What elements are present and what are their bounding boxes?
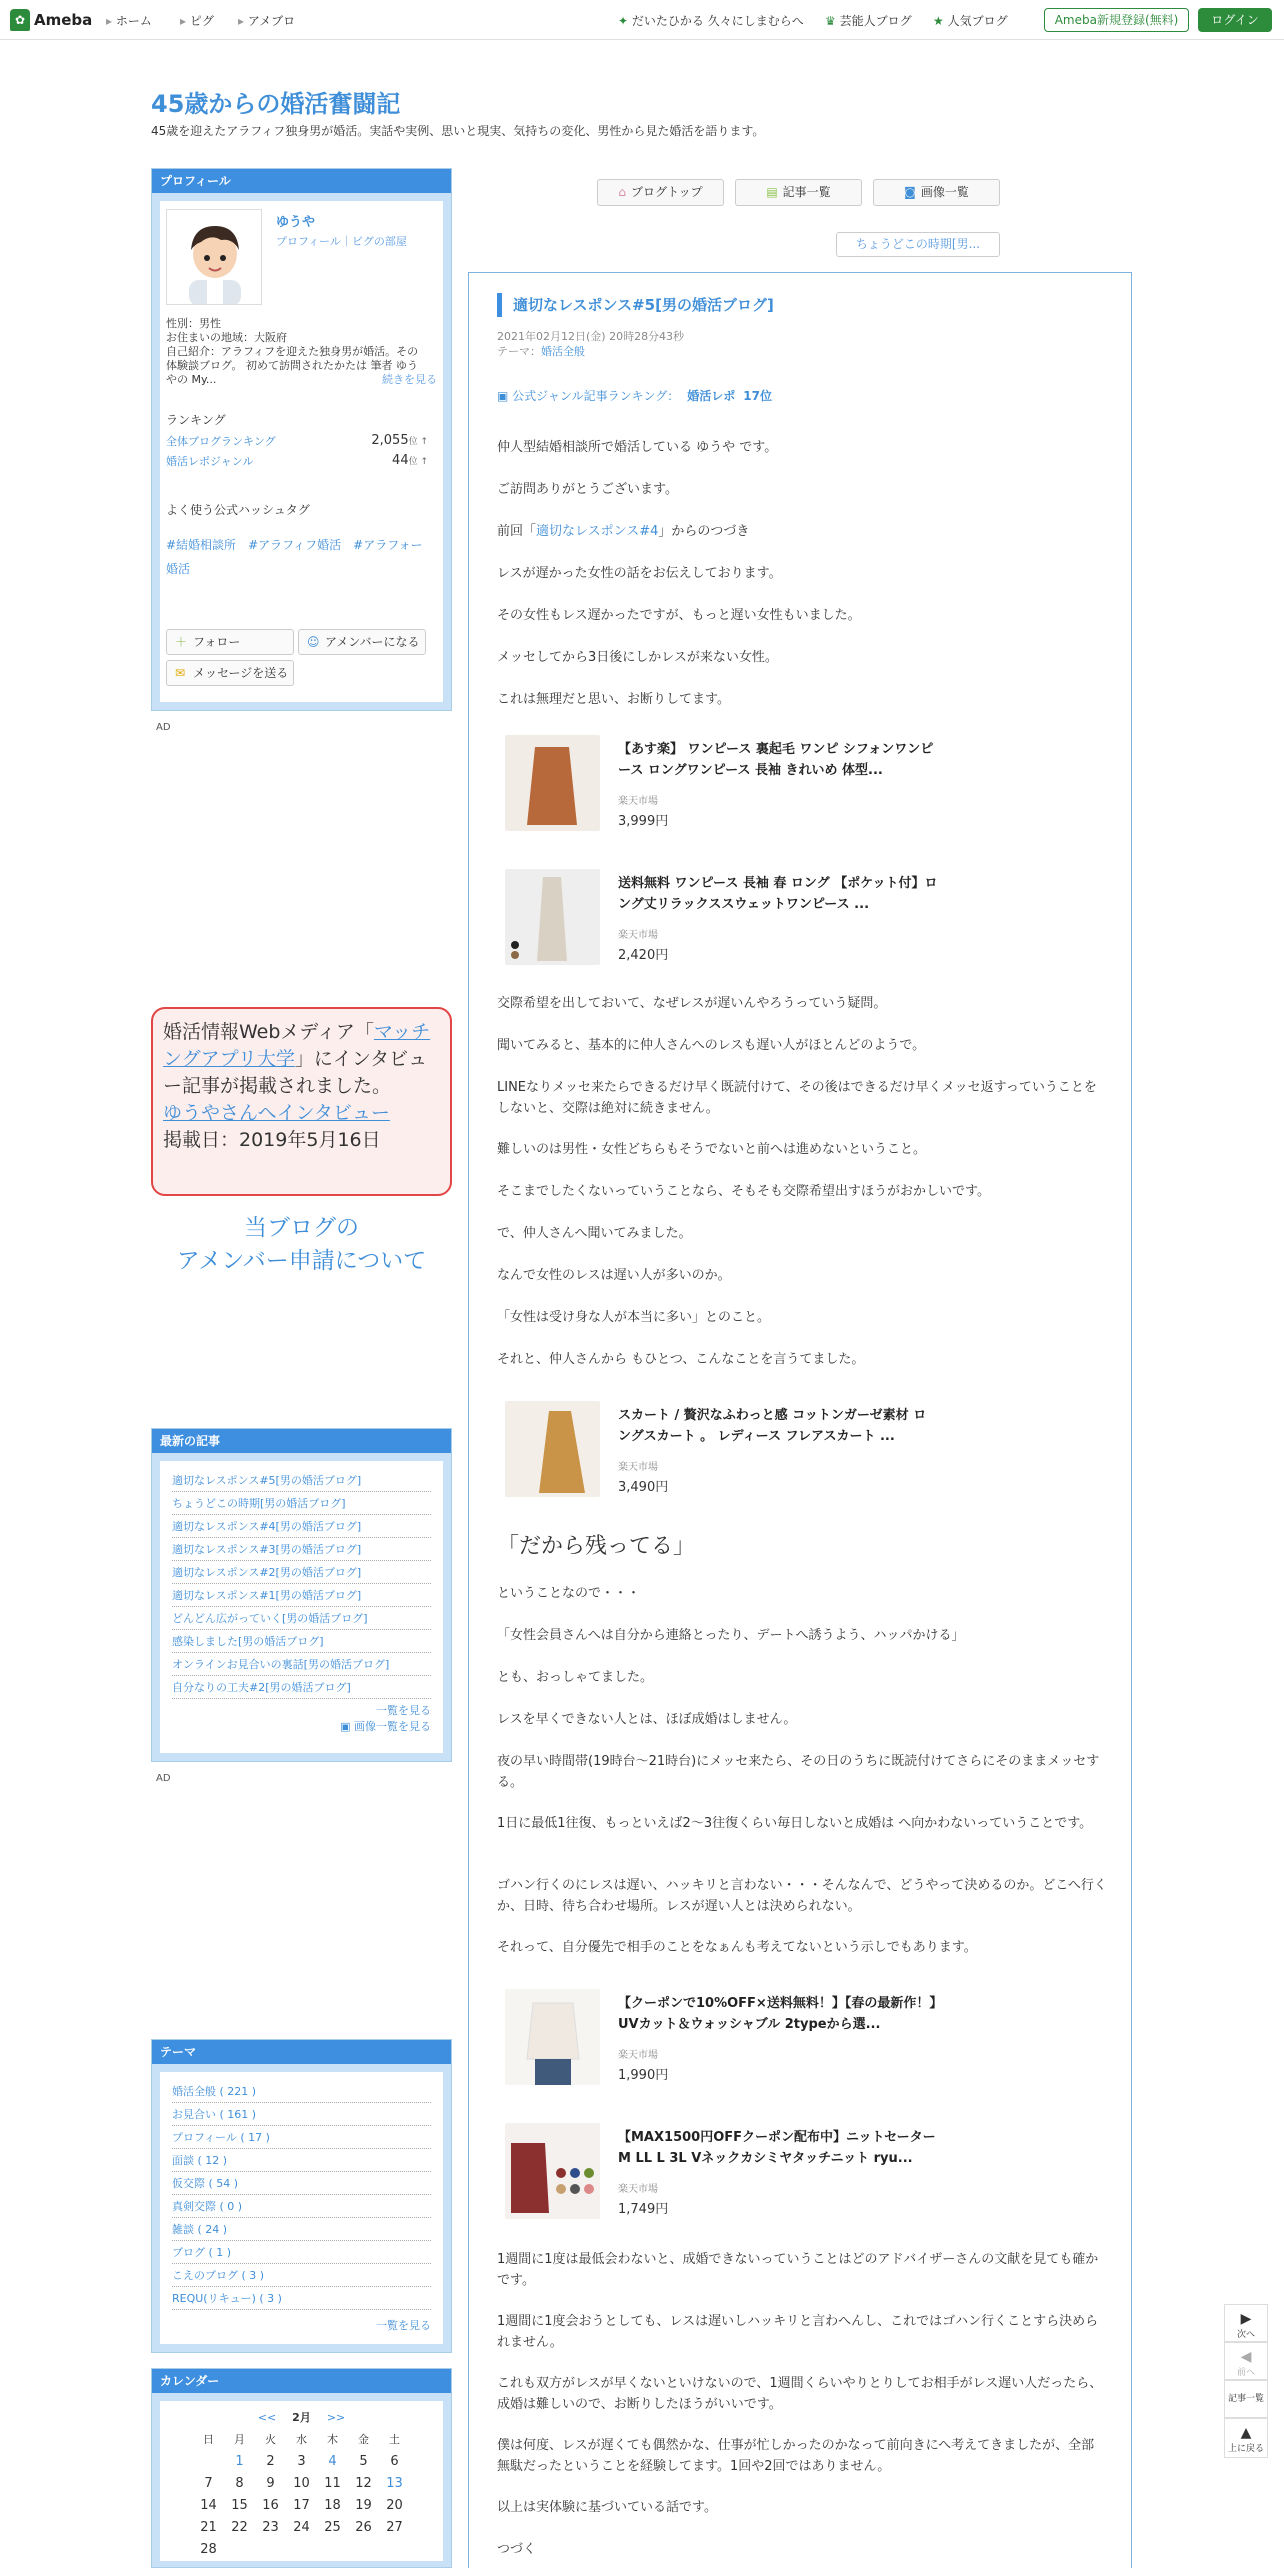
paragraph: 「女性は受け身な人が本当に多い」とのこと。 [497, 1310, 771, 1325]
calendar-day [348, 2539, 379, 2561]
calendar-day: 3 [297, 2454, 306, 2469]
calendar-next-month[interactable]: >> [326, 2411, 346, 2424]
paragraph: ということなので・・・ [497, 1586, 641, 1601]
profile-inner [160, 201, 443, 702]
calendar-day: 14 [200, 2498, 217, 2513]
blog-title[interactable]: 45歳からの婚活奮闘記 [151, 90, 401, 118]
member-icon: ☺ [307, 635, 320, 649]
latest-inner [160, 1461, 443, 1753]
interview-link[interactable]: ゆうやさんへインタビュー [163, 1102, 390, 1124]
calendar-day: 18 [324, 2498, 341, 2513]
up-arrow-icon: ▲ [1240, 2425, 1252, 2441]
paragraph: それと、仲人さんから もひとつ、こんなことを言うてました。 [497, 1352, 865, 1367]
ranking-label[interactable]: 全体ブログランキング [166, 435, 276, 448]
paragraph: レスを早くできない人とは、ほぼ成婚はしません。 [497, 1712, 797, 1727]
paragraph: 夜の早い時間帯(19時台～21時台)にメッセ来たら、その日のうちに既読付けてさらにそのままメッセする。 [497, 1754, 1100, 1790]
calendar-day [317, 2539, 348, 2561]
latest-entry-link[interactable]: 適切なレスポンス#4[男の婚活ブログ] [172, 1515, 431, 1538]
product-image [505, 735, 600, 831]
hashtag[interactable]: #結婚相談所 [166, 538, 237, 552]
emphasis-quote: 「だから残ってる」 [497, 1534, 696, 1559]
entry-theme-link[interactable]: 婚活全般 [541, 345, 585, 358]
product-shop: 楽天市場 [618, 2184, 658, 2195]
calendar-day-link[interactable]: 4 [328, 2454, 337, 2469]
product-price: 3,999円 [618, 814, 669, 829]
latest-entry-link[interactable]: 適切なレスポンス#1[男の婚活ブログ] [172, 1584, 431, 1607]
calendar-day: 21 [200, 2520, 217, 2535]
calendar-day-link[interactable]: 13 [386, 2476, 403, 2491]
product-title: スカート / 贅沢なふわっと感 コットンガーゼ素材 ロングスカート 。 レディース フレアスカート ... [618, 1408, 927, 1444]
calendar-day: 28 [200, 2542, 217, 2557]
theme-box [151, 2039, 452, 2353]
paragraph: とも、おっしゃてました。 [497, 1670, 654, 1685]
calendar-heading: カレンダー [152, 2369, 451, 2393]
product-title: 【クーポンで10%OFF×送料無料！】【春の最新作！】UVカット＆ウォッシャブル 2typeから選... [618, 1996, 936, 2032]
calendar-week [172, 2473, 431, 2495]
ameba-logo[interactable] [10, 8, 92, 32]
hashtag[interactable]: #アラフィフ婚活 [248, 538, 342, 552]
paragraph: 聞いてみると、基本的に仲人さんへのレスも遅い人がほとんどのようで。 [497, 1038, 926, 1053]
paragraph: それって、自分優先で相手のことをなぁんも考えてないという示しでもあります。 [497, 1940, 977, 1955]
calendar-day: 20 [386, 2498, 403, 2513]
celebrity-blog-link[interactable]: ♛ 芸能人ブログ [825, 14, 912, 28]
calendar-week [172, 2451, 431, 2473]
profile-more-link[interactable]: 続きを見る [382, 373, 437, 386]
paragraph: ゴハン行くのにレスは遅い、ハッキリと言わない・・・そんなんで、どうやって決めるのか。どこへ行くか、日時、待ち合わせ場所。レスが遅い人とは決められない。 [497, 1878, 1107, 1914]
paragraph: そこまでしたくないっていうことなら、そもそも交際希望出すほうがおかしいです。 [497, 1184, 990, 1199]
register-button[interactable]: Ameba新規登録(無料) [1044, 8, 1189, 32]
calendar-day: 7 [204, 2476, 213, 2491]
calendar-day: 17 [293, 2498, 310, 2513]
weekday: 土 [389, 2433, 400, 2446]
calendar-day: 2 [266, 2454, 275, 2469]
latest-entry-link[interactable]: 自分なりの工夫#2[男の婚活ブログ] [172, 1676, 431, 1699]
tags-heading: よく使う公式ハッシュタグ [166, 503, 310, 517]
image-list-button[interactable]: ◙ 画像一覧 [873, 179, 1000, 206]
entry-date: 2021年02月12日(金) 20時28分43秒 [497, 330, 685, 343]
ranking-icon: ▣ [497, 389, 513, 403]
theme-link[interactable]: ブログ ( 1 ) [172, 2241, 431, 2264]
paragraph: 「女性会員さんへは自分から連絡とったり、デートへ誘うよう、ハッパかける」 [497, 1628, 965, 1643]
amember-button[interactable]: ☺ アメンバーになる [298, 629, 426, 655]
theme-link[interactable]: こえのブログ ( 3 ) [172, 2264, 431, 2287]
product-price: 1,749円 [618, 2202, 669, 2217]
paragraph: LINEなりメッセ来たらできるだけ早く既読付けて、その後はできるだけ早くメッセ返すっていうことをしないと、交際は絶対に続きません。 [497, 1080, 1097, 1116]
calendar-day: 12 [355, 2476, 372, 2491]
profile-links[interactable]: プロフィール｜ピグの部屋 [276, 235, 407, 248]
home-icon: ⌂ [618, 185, 626, 199]
ad-label: AD [156, 1773, 171, 1784]
previous-entry-button[interactable]: ちょうどこの時期[男... [836, 232, 1000, 257]
calendar-grid [172, 2451, 431, 2561]
latest-entry-link[interactable]: オンラインお見合いの裏話[男の婚活ブログ] [172, 1653, 431, 1676]
trend-link[interactable]: ✦ だいたひかる 久々にしまむらへ [618, 14, 804, 28]
product-title: 【MAX1500円OFFクーポン配布中】ニットセーター M LL L 3L Vネックカシミヤタッチニット ryu... [618, 2130, 936, 2166]
theme-link[interactable]: 雑談 ( 24 ) [172, 2218, 431, 2241]
calendar-day: 26 [355, 2520, 372, 2535]
calendar-week [172, 2495, 431, 2517]
profile-gender: 性別：男性 [166, 317, 221, 330]
calendar-day: 27 [386, 2520, 403, 2535]
calendar-day: 5 [359, 2454, 368, 2469]
weekday: 金 [358, 2433, 369, 2446]
hashtag-list [166, 533, 428, 581]
paragraph: で、仲人さんへ聞いてみました。 [497, 1226, 692, 1241]
side-next-button[interactable]: ▶ 次へ [1224, 2304, 1268, 2342]
product-price: 3,490円 [618, 1480, 669, 1495]
calendar-day: 23 [262, 2520, 279, 2535]
theme-list-more[interactable]: 一覧を見る [376, 2319, 431, 2332]
follow-button[interactable]: ＋ フォロー [166, 629, 294, 655]
message-button[interactable]: ✉ メッセージを送る [166, 660, 294, 686]
paragraph: つづく [497, 2542, 537, 2557]
ranking-heading: ランキング [166, 413, 226, 427]
paragraph: 1週間に1度会おうとしても、レスは遅いしハッキリと言わへんし、これではゴハン行くことすら決められません。 [497, 2314, 1099, 2350]
paragraph: 交際希望を出しておいて、なぜレスが遅いんやろうっていう疑問。 [497, 996, 887, 1011]
product-title: 【あす楽】 ワンピース 裏起毛 ワンピ シフォンワンピース ロングワンピース 長袖 きれいめ 体型... [618, 742, 934, 778]
side-prev-button[interactable]: ◀ 前へ [1224, 2342, 1268, 2380]
interview-box: 婚活情報Webメディア「マッチングアプリ大学」にインタビュー記事が掲載されました。 ゆうやさんへインタビュー 掲載日：2019年5月16日 [151, 1007, 452, 1196]
latest-entry-link[interactable]: ちょうどこの時期[男の婚活ブログ] [172, 1492, 431, 1515]
paragraph: 1日に最低1往復、もっといえば2～3往復くらい毎日しないと成婚は へ向かわないっていうことです。 [497, 1816, 1093, 1831]
calendar-prev-month[interactable]: << [257, 2411, 277, 2424]
theme-link[interactable]: REQU(リキュー) ( 3 ) [172, 2287, 431, 2310]
calendar-day [193, 2451, 224, 2473]
theme-link[interactable]: プロフィール ( 17 ) [172, 2126, 431, 2149]
latest-entries-box [151, 1428, 452, 1762]
blog-top-button[interactable]: ⌂ ブログトップ [597, 179, 724, 206]
theme-heading: テーマ [152, 2040, 451, 2064]
product-price: 1,990円 [618, 2068, 669, 2083]
camera-icon: ◙ [904, 185, 916, 199]
entry-title[interactable]: 適切なレスポンス#5[男の婚活ブログ] [497, 293, 774, 317]
article [468, 272, 1132, 2568]
calendar-day: 16 [262, 2498, 279, 2513]
latest-entry-link[interactable]: 適切なレスポンス#5[男の婚活ブログ] [172, 1469, 431, 1492]
paragraph: 難しいのは男性・女性どちらもそうでないと前へは進めないということ。 [497, 1142, 927, 1157]
hashtag[interactable]: #アラフォー婚活 [166, 538, 423, 576]
blog-description: 45歳を迎えたアラフィフ独身男が婚活。実話や実例、思いと現実、気持ちの変化、男性から見た婚活を語ります。 [151, 124, 765, 138]
next-arrow-icon: ▶ [1240, 2311, 1252, 2327]
paragraph: これも双方がレスが早くないといけないので、1週間くらいやりとりしてお相手がレス遅い人だったら、成婚は難しいので、お断りしたほうがいいです。 [497, 2376, 1103, 2412]
calendar-month: 2月 [292, 2411, 311, 2424]
profile-name[interactable]: ゆうや [276, 215, 316, 230]
matching-app-link[interactable]: マッチングアプリ大学 [163, 1021, 431, 1070]
latest-list-more[interactable]: 一覧を見る [376, 1704, 431, 1717]
weekday: 月 [234, 2433, 245, 2446]
calendar-day [255, 2539, 286, 2561]
calendar-week [172, 2517, 431, 2539]
calendar-day: 11 [324, 2476, 341, 2491]
product-shop: 楽天市場 [618, 930, 658, 941]
calendar-day: 9 [266, 2476, 275, 2491]
profile-box [151, 168, 452, 711]
side-top-button[interactable]: ▲ 上に戻る [1224, 2418, 1268, 2458]
side-list-button[interactable]: 記事一覧 [1224, 2380, 1268, 2418]
product-card[interactable] [505, 869, 945, 969]
product-card[interactable] [505, 2123, 945, 2223]
theme-inner [160, 2072, 443, 2344]
popular-blog-link[interactable]: ★ 人気ブログ [933, 14, 1008, 28]
crown-icon: ♛ [825, 14, 840, 28]
profile-intro: 自己紹介：アラフィフを迎えた独身男が婚活。その体験談ブログ。 初めて訪問されたかたは 筆者 ゆうやの My... [166, 345, 419, 386]
avatar[interactable] [166, 209, 262, 305]
calendar-day: 22 [231, 2520, 248, 2535]
latest-entry-link[interactable]: 適切なレスポンス#2[男の婚活ブログ] [172, 1561, 431, 1584]
paragraph: レスが遅かった女性の話をお伝えしております。 [497, 566, 782, 581]
calendar-day: 6 [390, 2454, 399, 2469]
nav-ameblo[interactable]: ▸ アメブロ [238, 12, 295, 29]
calendar-day [379, 2539, 410, 2561]
paragraph: 1週間に1度は最低会わないと、成婚できないっていうことはどのアドバイザーさんの文献を見ても確かです。 [497, 2252, 1099, 2288]
top-bar [0, 0, 1284, 40]
theme-link[interactable]: お見合い ( 161 ) [172, 2103, 431, 2126]
paragraph: これは無理だと思い、お断りしてます。 [497, 692, 730, 707]
previous-article-link[interactable]: 適切なレスポンス#4 [536, 524, 659, 539]
product-shop: 楽天市場 [618, 1462, 658, 1473]
ranking-value: 44位 ↑ [392, 453, 428, 468]
paragraph: 僕は何度、レスが遅くても偶然かな、仕事が忙しかったのかなって前向きにへ考えてきましたが、全部無駄だったということを経験してます。1回や2回ではありません。 [497, 2438, 1095, 2474]
image-icon: ▣ [340, 1720, 354, 1733]
calendar-day-link[interactable]: 1 [235, 2454, 244, 2469]
product-shop: 楽天市場 [618, 796, 658, 807]
latest-entry-link[interactable]: どんどん広がっていく[男の婚活ブログ] [172, 1607, 431, 1630]
theme-link[interactable]: 面談 ( 12 ) [172, 2149, 431, 2172]
ameba-mascot-icon: ✿ [10, 9, 30, 31]
paragraph: その女性もレス遅かったですが、もっと遅い女性もいました。 [497, 608, 861, 623]
calendar-day [224, 2539, 255, 2561]
product-price: 2,420円 [618, 948, 669, 963]
theme-link[interactable]: 婚活全般 ( 221 ) [172, 2080, 431, 2103]
calendar-day: 19 [355, 2498, 372, 2513]
ad-label: AD [156, 722, 171, 733]
nav-home[interactable]: ▸ ホーム [106, 12, 152, 29]
login-button[interactable]: ログイン [1198, 8, 1272, 32]
entry-ranking[interactable]: ▣ 公式ジャンル記事ランキング： 婚活レポ 17位 [497, 389, 772, 403]
star-icon: ★ [933, 14, 948, 28]
calendar-day [286, 2539, 317, 2561]
nav-pigg[interactable]: ▸ ピグ [180, 12, 214, 29]
calendar-day: 25 [324, 2520, 341, 2535]
latest-entry-link[interactable]: 適切なレスポンス#3[男の婚活ブログ] [172, 1538, 431, 1561]
paragraph: 仲人型結婚相談所で婚活している ゆうや です。 [497, 440, 778, 455]
envelope-icon: ✉ [175, 666, 186, 680]
image-list-more[interactable]: ▣ 画像一覧を見る [340, 1720, 431, 1733]
calendar-week [172, 2539, 431, 2561]
calendar-day: 8 [235, 2476, 244, 2491]
product-title: 送料無料 ワンピース 長袖 春 ロング 【ポケット付】ロング丈リラックススウェットワンピース ... [618, 876, 938, 912]
entry-list-button[interactable]: ▤ 記事一覧 [735, 179, 862, 206]
ranking-row [166, 433, 428, 449]
entry-theme: テーマ：婚活全般 [497, 345, 585, 358]
amember-request-link[interactable]: 当ブログの アメンバー申請について [176, 1215, 427, 1274]
calendar-day: 10 [293, 2476, 310, 2491]
plus-icon: ＋ [175, 635, 188, 649]
ranking-label[interactable]: 婚活レポジャンル [166, 455, 254, 468]
logo-text: Ameba [34, 11, 93, 29]
theme-link[interactable]: 仮交際 ( 54 ) [172, 2172, 431, 2195]
profile-heading: プロフィール [152, 169, 451, 193]
weekday: 水 [296, 2433, 307, 2446]
prev-arrow-icon: ◀ [1240, 2349, 1252, 2365]
weekday: 火 [265, 2433, 276, 2446]
product-image [505, 869, 600, 965]
latest-heading: 最新の記事 [152, 1429, 451, 1453]
ranking-value: 2,055位 ↑ [371, 433, 428, 448]
sparkle-icon: ✦ [618, 14, 632, 28]
paragraph: ご訪問ありがとうございます。 [497, 482, 678, 497]
paragraph: 以上は実体験に基づいている話です。 [497, 2500, 717, 2515]
paragraph: 前回「適切なレスポンス#4」からのつづき [497, 524, 750, 539]
calendar-weekdays [172, 2429, 431, 2451]
theme-link[interactable]: 真剣交際 ( 0 ) [172, 2195, 431, 2218]
calendar-box [151, 2368, 452, 2568]
paragraph: なんで女性のレスは遅い人が多いのか。 [497, 1268, 731, 1283]
calendar-day: 24 [293, 2520, 310, 2535]
calendar-inner [160, 2401, 443, 2561]
product-card[interactable] [505, 1989, 945, 2089]
product-image [505, 1401, 600, 1497]
ranking-row [166, 453, 428, 469]
paragraph: メッセしてから3日後にしかレスが来ない女性。 [497, 650, 778, 665]
calendar-nav [172, 2407, 431, 2429]
profile-region: お住まいの地域：大阪府 [166, 331, 287, 344]
weekday: 日 [203, 2433, 214, 2446]
product-image [505, 1989, 600, 2085]
product-image [505, 2123, 600, 2219]
calendar-day: 15 [231, 2498, 248, 2513]
latest-entry-link[interactable]: 感染しました[男の婚活ブログ] [172, 1630, 431, 1653]
product-shop: 楽天市場 [618, 2050, 658, 2061]
list-icon: ▤ [766, 185, 778, 199]
interview-date: 掲載日：2019年5月16日 [163, 1129, 381, 1151]
weekday: 木 [327, 2433, 338, 2446]
product-card[interactable] [505, 735, 945, 835]
product-card[interactable] [505, 1401, 945, 1501]
